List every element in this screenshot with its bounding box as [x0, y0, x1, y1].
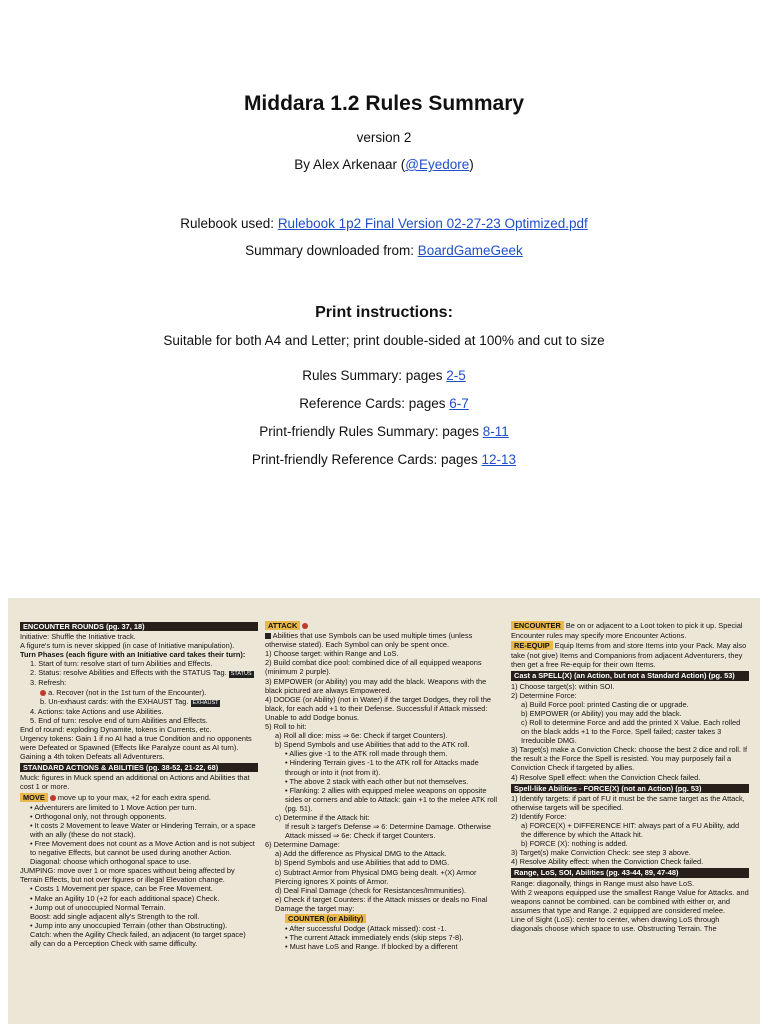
rule-line: End of round: exploding Dynamite, tokens in Currents, etc. — [20, 724, 212, 734]
rulebook-line — [0, 216, 768, 231]
rule-line: Range: diagonally, things in Range must also have LoS. — [511, 878, 695, 888]
rule-line — [20, 697, 258, 707]
rule-line: 4) Resolve Ability effect: when the Conviction Check failed. — [511, 857, 704, 867]
rule-line: a) Roll all dice: miss ⇒ 6e: Check if target Counters). — [275, 731, 448, 741]
contents-label: Reference Cards: pages — [299, 396, 450, 411]
rule-line: • Jump out of unoccupied Normal Terrain. — [30, 902, 166, 912]
rule-line: • Jump into any unoccupied Terrain (other than Obstructing). — [30, 920, 228, 930]
contents-item-reference-cards — [0, 396, 768, 411]
rule-line: c) Roll to determine Force and add the printed X Value. Each rolled on the black adds +1 to the Force. Spell failed; caster takes 3 Irreducible DMG. — [521, 717, 741, 746]
rule-line: Urgency tokens: Gain 1 if no AI had a true Condition and no opponents were Defeated or Spawned (Effects like Paralyze count as AI turn). Gaining a 4th token Defeats all Adventurers. — [20, 733, 252, 762]
rule-line: • The current Attack immediately ends (skip steps 7-8). — [285, 933, 464, 943]
rule-text: Abilities that use Symbols can be used multiple times (unless otherwise stated). Each Symbol can only be spent once. — [265, 631, 473, 650]
downloaded-label: Summary downloaded from: — [245, 243, 418, 258]
symbol-icon — [265, 633, 271, 639]
rule-line: c) Determine if the Attack hit: — [275, 812, 370, 822]
rule-line: • The above 2 stack with each other but not themselves. — [285, 776, 469, 786]
rule-line: If result ≥ target's Defense ⇒ 6: Determine Damage. Otherwise Attack missed ⇒ 6e: Check if target Counters. — [285, 822, 491, 841]
rule-line: • Allies give -1 to the ATK roll made through them. — [285, 749, 448, 759]
rule-line: • Adventurers are limited to 1 Move Action per turn. — [30, 802, 197, 812]
rule-line: • After successful Dodge (Attack missed): cost -1. — [285, 924, 447, 934]
rule-line: • It costs 2 Movement to leave Water or Hindering Terrain, or a space with an ally (these do not stack). — [30, 820, 256, 839]
rules-summary-card — [8, 598, 760, 1024]
rule-line: Line of Sight (LoS): center to center, when drawing LoS through diagonals choose which space to use. Obstructing Terrain. The — [511, 914, 720, 933]
rule-line: c) Subtract Armor from Physical DMG being dealt. +(X) Armor Piercing ignores X points of Armor. — [275, 867, 477, 886]
rule-line: A figure's turn is never skipped (in case of Initiative manipulation). — [20, 641, 235, 651]
rule-line: b) Spend Symbols and use Abilities that add to the ATK roll. — [275, 740, 470, 750]
print-instructions-heading: Print instructions: — [315, 304, 453, 321]
rule-text: Equip Items from and store Items into your Pack. May also take (not give) Items and Companions from adjacent Adventurers, they then get a free Re-equip for their own Items. — [511, 641, 747, 670]
contents-label: Rules Summary: pages — [302, 368, 447, 383]
byline-prefix: By Alex Arkenaar ( — [294, 157, 406, 172]
rule-line: e) Check if target Counters: if the Attack misses or deals no Final Damage the target may: — [275, 894, 488, 913]
rule-line: 1. Start of turn: resolve start of turn Abilities and Effects. — [30, 659, 213, 669]
rule-line: b) FORCE (X): nothing is added. — [521, 839, 628, 849]
rule-line: 1) Identify targets: if part of FU it must be the same target as the Attack, otherwise targets will be specified. — [511, 793, 745, 812]
rule-text: 2. Status: resolve Abilities and Effects with the STATUS Tag. — [30, 668, 227, 678]
section-header: STANDARD ACTIONS & ABILITIES (pg. 38-52, 21-22, 68) — [20, 763, 258, 772]
rule-line: 5. End of turn: resolve end of turn Abilities and Effects. — [30, 715, 208, 725]
contents-page-link[interactable]: 6-7 — [449, 396, 469, 411]
rule-line: • Make an Agility 10 (+2 for each additional space) Check. — [30, 893, 220, 903]
rule-line: d) Deal Final Damage (check for Resistances/Immunities). — [275, 885, 466, 895]
reequip-action-label: RE-EQUIP — [511, 641, 553, 650]
contents-label: Print-friendly Reference Cards: pages — [251, 452, 482, 467]
rule-line — [20, 688, 258, 697]
print-instructions-text: Suitable for both A4 and Letter; print double-sided at 100% and cut to size — [163, 333, 605, 348]
contents-item-print-cards — [0, 452, 768, 467]
rule-line: 3) Target(s) make Conviction Check: see step 3 above. — [511, 848, 691, 858]
downloaded-line — [0, 243, 768, 258]
rule-line: 6) Determine Damage: — [265, 840, 340, 850]
rule-line — [20, 792, 258, 803]
rule-line: 4) Resolve Spell effect: when the Conviction Check failed. — [511, 772, 701, 782]
section-header: Cast a SPELL(X) (an Action, but not a Standard Action) (pg. 53) — [511, 671, 749, 680]
rule-line: 1) Choose target(s): within SOI. — [511, 681, 615, 691]
section-header: Range, LoS, SOI, Abilities (pg. 43-44, 89, 47-48) — [511, 868, 749, 877]
rule-line: a) Add the difference as Physical DMG to the Attack. — [275, 849, 447, 859]
rule-line: Initiative: Shuffle the Initiative track. — [20, 632, 136, 642]
rule-line: 2) Build combat dice pool: combined dice of all equipped weapons (minimum 2 purple). — [265, 658, 482, 677]
rule-line — [511, 620, 749, 640]
section-header: Spell-like Abilities - FORCE(X) (not an Action) (pg. 53) — [511, 784, 749, 793]
encounter-action-label: ENCOUNTER — [511, 621, 564, 630]
rule-line: JUMPING: move over 1 or more spaces without being affected by Terrain Effects, but not over figures or illegal Elevation change. — [20, 866, 235, 885]
rule-line: • Flanking: 2 allies with equipped melee weapons on opposite sides or corners and able to Attack: gain +1 to the melee ATK roll (pg. 51). — [285, 785, 498, 813]
rule-text: move up to your max, +2 for each extra spend. — [55, 792, 211, 802]
version-text: version 2 — [356, 130, 412, 145]
contents-page-link[interactable]: 8-11 — [482, 424, 509, 439]
rule-line: 2) Determine Force: — [511, 690, 577, 700]
column-attack — [265, 620, 503, 951]
column-encounter-rounds — [20, 620, 258, 948]
move-action-label: MOVE — [20, 793, 48, 802]
rulebook-label: Rulebook used: — [180, 216, 278, 231]
rule-line: Turn Phases (each figure with an Initiative card takes their turn): — [20, 650, 246, 660]
rule-line: 3) EMPOWER (or Ability) you may add the black. Weapons with the black pictured are always Empowered. — [265, 676, 487, 695]
rule-line — [511, 640, 749, 669]
action-cost-icon — [302, 623, 308, 629]
boardgamegeek-link[interactable]: BoardGameGeek — [417, 243, 523, 258]
rule-line: • Costs 1 Movement per space, can be Free Movement. — [30, 884, 213, 894]
status-tag-icon: STATUS — [230, 671, 252, 678]
rule-line: • Must have LoS and Range. If blocked by a different — [285, 942, 458, 952]
rule-line — [265, 631, 503, 649]
page-title: Middara 1.2 Rules Summary — [243, 92, 525, 115]
column-encounter-spells — [511, 620, 749, 933]
rule-text: a. Recover (not in the 1st turn of the Encounter). — [48, 687, 207, 697]
rule-line: a) Build Force pool: printed Casting die or upgrade. — [521, 699, 689, 709]
rule-line: a) FORCE(X) + DIFFERENCE HIT: always part of a FU Ability, add the difference by which the Attack hit. — [521, 820, 740, 840]
rule-line — [265, 620, 503, 631]
rule-text: Be on or adjacent to a Loot token to pick it up. Special Encounter rules may specify more Encounter Actions. — [511, 621, 743, 641]
attack-action-label: ATTACK — [265, 621, 300, 630]
rule-line: • Free Movement does not count as a Move Action and is not subject to negative Effects, but cannot be used during another Action. Diagonal: choose which orthogonal space to use. — [30, 838, 255, 867]
section-header: ENCOUNTER ROUNDS (pg. 37, 18) — [20, 622, 258, 631]
rule-line: 3. Refresh: — [30, 678, 67, 688]
rule-line: Boost: add single adjacent ally's Strength to the roll. — [30, 911, 200, 921]
rule-line: 4) DODGE (or Ability) (not in Water) if the target Dodges, they roll the black, for each add +1 to their Defense. Successful if Attack missed: Unable to add Dodge bonus. — [265, 694, 492, 722]
rulebook-link[interactable]: Rulebook 1p2 Final Version 02-27-23 Optimized.pdf — [277, 216, 588, 231]
rule-line — [265, 913, 503, 924]
contents-page-link[interactable]: 12-13 — [481, 452, 517, 467]
rule-line: 5) Roll to hit: — [265, 722, 307, 732]
rule-line — [20, 668, 258, 678]
rule-line: 3) Target(s) make a Conviction Check: choose the best 2 dice and roll. If the result ≥ the Force the Spell is resisted. You may purposely fail a Conviction Check if targeted by allies. — [511, 745, 748, 773]
exhaust-tag-icon: EXHAUST — [192, 699, 219, 706]
counter-action-label: COUNTER (or Ability) — [285, 914, 366, 923]
contents-item-print-rules — [0, 424, 768, 439]
rule-line: b) EMPOWER (or Ability) you may add the black. — [521, 708, 682, 718]
byline — [0, 157, 768, 172]
rule-line: • Orthogonal only, not through opponents. — [30, 811, 167, 821]
contents-page-link[interactable]: 2-5 — [446, 368, 466, 383]
byline-suffix: ) — [469, 157, 474, 172]
contents-label: Print-friendly Rules Summary: pages — [259, 424, 483, 439]
rule-line: 2) Identify Force: — [511, 811, 567, 821]
contents-item-rules-summary — [0, 368, 768, 383]
rule-line: Catch: when the Agility Check failed, an adjacent (to target space) ally can do a Perception Check with same difficulty. — [30, 929, 246, 948]
rule-line: Muck: figures in Muck spend an additional on Actions and Abilities that cost 1 or more. — [20, 773, 250, 792]
rule-line: • Hindering Terrain gives -1 to the ATK roll for Attacks made through or into it (not from it). — [285, 758, 479, 777]
rule-line: With 2 weapons equipped use the smallest Range Value for Attacks. and weapons cannot be combined. can be combined with either or, and assumes that type and Range. 2 equipped are considered melee. — [511, 887, 749, 915]
rule-text: b. Un-exhaust cards: with the EXHAUST Tag. — [40, 696, 189, 706]
recover-icon — [40, 690, 46, 696]
rule-line: b) Spend Symbols and use Abilities that add to DMG. — [275, 858, 450, 868]
rule-line: 1) Choose target: within Range and LoS. — [265, 649, 399, 659]
rule-line: 4. Actions: take Actions and use Abilities. — [30, 706, 164, 716]
author-handle-link[interactable]: @Eyedore — [405, 157, 470, 172]
